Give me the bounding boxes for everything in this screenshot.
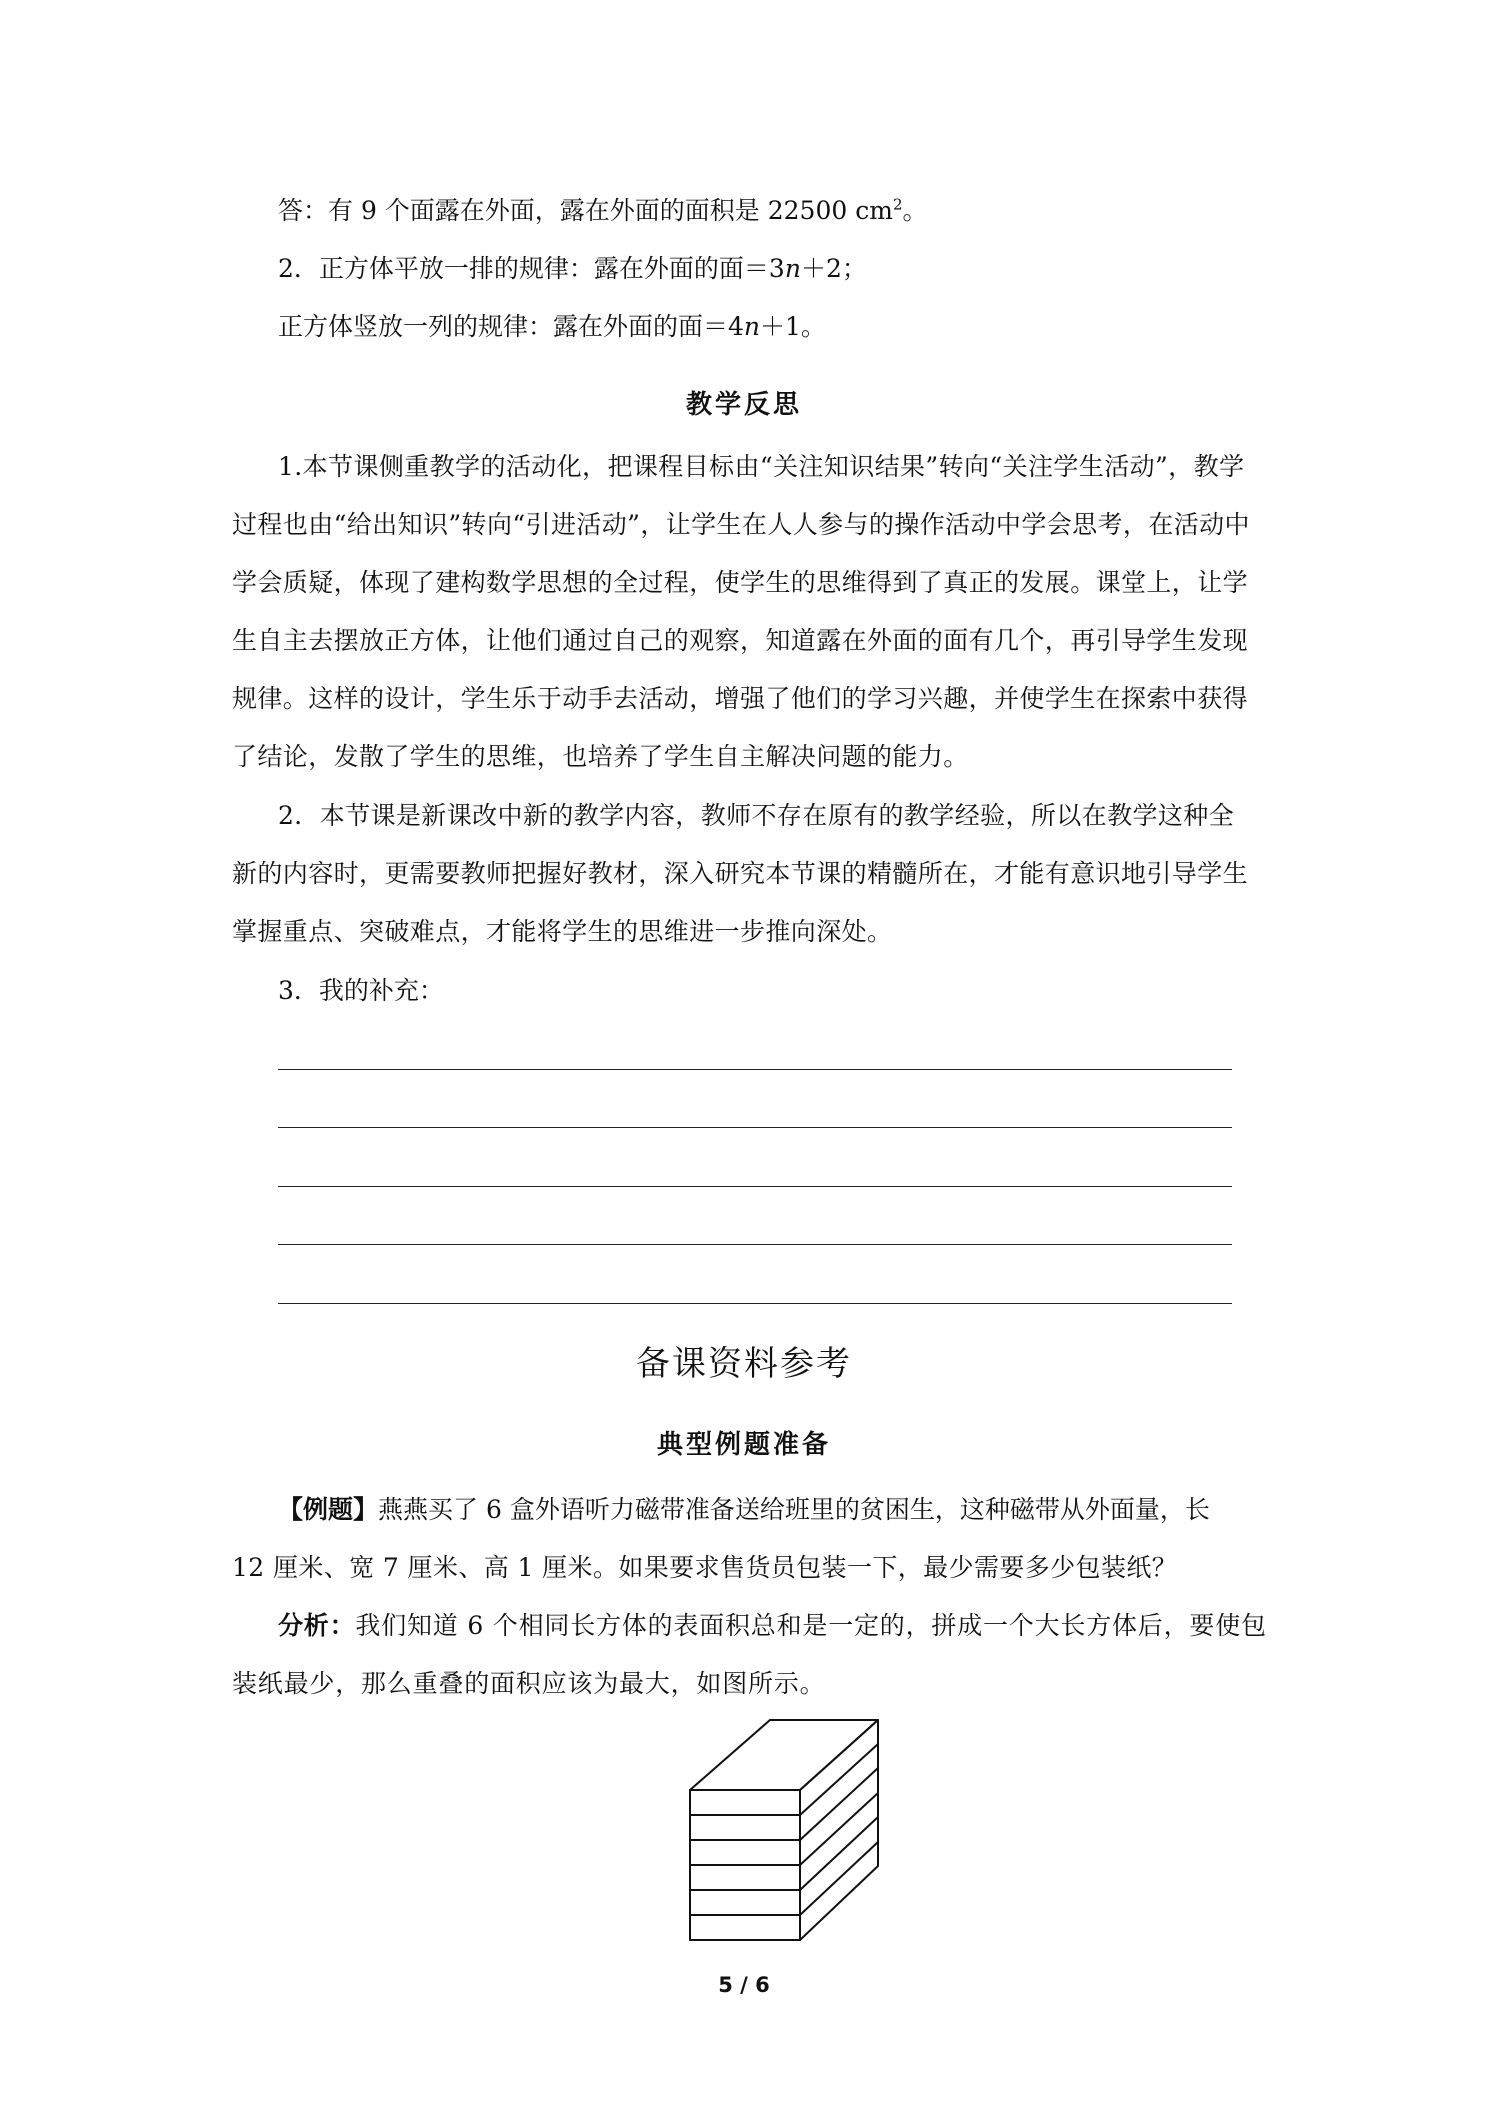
reflection-p1-line-6: 了结论，发散了学生的思维，也培养了学生自主解决问题的能力。 <box>232 742 969 771</box>
analysis-line-2: 装纸最少，那么重叠的面积应该为最大，如图所示。 <box>232 1669 826 1698</box>
answer-sup: 2 <box>892 195 903 214</box>
answer-line <box>278 196 928 226</box>
reflection-p2-line-2: 新的内容时，更需要教师把握好教材，深入研究本节课的精髓所在，才能有意识地引导学生 <box>232 859 1249 888</box>
answer-text: 答：有 9 个面露在外面，露在外面的面积是 22500 cm <box>278 196 893 225</box>
analysis-label: 分析： <box>278 1611 356 1640</box>
rule-col-text-b: ＋1。 <box>760 312 826 341</box>
reflection-p1-line-1: 1.本节课侧重教学的活动化，把课程目标由“关注知识结果”转向“关注学生活动”，教学 <box>278 452 1245 481</box>
stacked-boxes-icon <box>680 1718 880 1948</box>
blank-line-4 <box>278 1244 1232 1245</box>
reflection-p1-line-3: 学会质疑，体现了建构数学思想的全过程，使学生的思维得到了真正的发展。课堂上，让学 <box>232 568 1249 597</box>
example-subheading: 典型例题准备 <box>656 1430 831 1460</box>
rule-col-text-a: 正方体竖放一列的规律：露在外面的面＝4 <box>278 312 744 341</box>
rule-row-text-b: ＋2； <box>800 254 867 283</box>
rule-row-line <box>278 254 867 284</box>
analysis-text-1: 我们知道 6 个相同长方体的表面积总和是一定的，拼成一个大长方体后，要使包 <box>355 1611 1267 1640</box>
box-top-face <box>690 1720 878 1790</box>
blank-line-1 <box>278 1069 1232 1070</box>
reflection-p2-line-1: 2．本节课是新课改中新的教学内容，教师不存在原有的教学经验，所以在教学这种全 <box>278 801 1235 830</box>
reflection-p1-line-5: 规律。这样的设计，学生乐于动手去活动，增强了他们的学习兴趣，并使学生在探索中获得 <box>232 684 1249 713</box>
example-text-1: 燕燕买了 6 盒外语听力磁带准备送给班里的贫困生，这种磁带从外面量，长 <box>378 1495 1210 1524</box>
rule-col-var: n <box>743 312 761 341</box>
reflection-p2-line-3: 掌握重点、突破难点，才能将学生的思维进一步推向深处。 <box>232 917 893 946</box>
analysis-line-1 <box>278 1611 1267 1641</box>
rule-row-text-a: 2．正方体平放一排的规律：露在外面的面＝3 <box>278 254 785 283</box>
blank-line-3 <box>278 1186 1232 1187</box>
reflection-p1-line-2: 过程也由“给出知识”转向“引进活动”，让学生在人人参与的操作活动中学会思考，在活动中 <box>232 510 1250 539</box>
blank-line-5 <box>278 1303 1232 1304</box>
example-label: 【例题】 <box>278 1495 379 1524</box>
reflection-heading: 教学反思 <box>685 390 802 420</box>
example-line-1 <box>278 1495 1210 1525</box>
reflection-p1-line-4: 生自主去摆放正方体，让他们通过自己的观察，知道露在外面的面有几个，再引导学生发现 <box>232 626 1249 655</box>
rule-row-var: n <box>784 254 801 283</box>
rule-col-line <box>278 312 826 342</box>
reflection-p3: 3．我的补充： <box>278 976 444 1005</box>
page-number: 5 / 6 <box>718 1973 770 1997</box>
blank-line-2 <box>278 1127 1232 1128</box>
reference-heading: 备课资料参考 <box>636 1344 852 1384</box>
example-line-2: 12 厘米、宽 7 厘米、高 1 厘米。如果要求售货员包装一下，最少需要多少包装纸？ <box>232 1553 1178 1582</box>
answer-suffix: 。 <box>902 196 928 225</box>
